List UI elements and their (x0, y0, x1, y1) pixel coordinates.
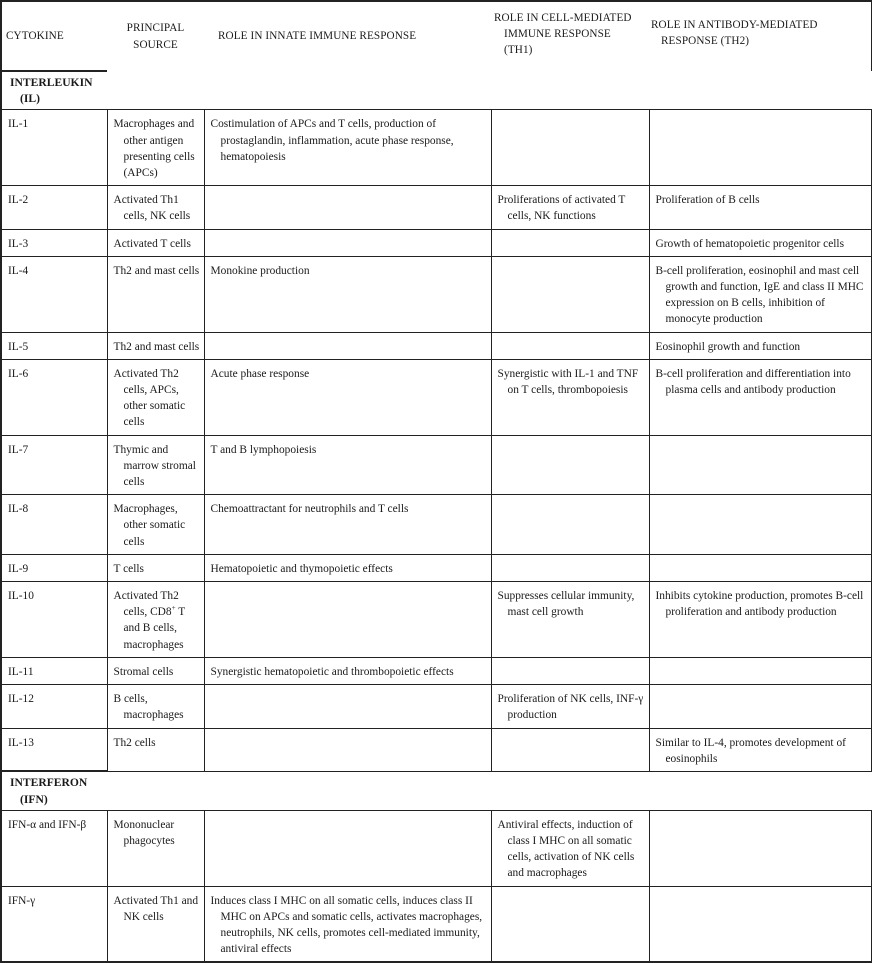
cell-cell-mediated-role: Antiviral effects, induction of class I MHC on all somatic cells, activation of NK cells and macrophages (491, 810, 649, 886)
cell-cytokine: IL-10 (1, 582, 107, 658)
cell-innate-role (204, 582, 491, 658)
cell-principal-source: B cells, macrophages (107, 685, 204, 728)
section-header-row (1, 771, 872, 810)
cell-innate-role (204, 810, 491, 886)
column-header-innate-role: ROLE IN INNATE IMMUNE RESPONSE (204, 1, 491, 71)
cell-principal-source (107, 582, 204, 658)
cell-cell-mediated-role (491, 256, 649, 332)
cell-innate-role (204, 685, 491, 728)
cell-innate-role: Monokine production (204, 256, 491, 332)
cell-cytokine: IL-8 (1, 495, 107, 555)
cell-principal-source: Stromal cells (107, 657, 204, 684)
table-row (1, 657, 872, 684)
cell-principal-source: Th2 and mast cells (107, 256, 204, 332)
column-header-cell-mediated-role: ROLE IN CELL-MEDIATED IMMUNE RESPONSE (TH1) (491, 1, 649, 71)
column-header-cytokine: CYTOKINE (1, 1, 107, 71)
cell-antibody-mediated-role (649, 554, 872, 581)
table-row (1, 495, 872, 555)
cell-cytokine: IFN-γ (1, 886, 107, 962)
cell-principal-source: Activated Th1 cells, NK cells (107, 186, 204, 229)
cell-principal-source: T cells (107, 554, 204, 581)
cell-antibody-mediated-role: Similar to IL-4, promotes development of eosinophils (649, 728, 872, 771)
cell-cytokine: IL-3 (1, 229, 107, 256)
table-row (1, 810, 872, 886)
cell-innate-role (204, 229, 491, 256)
cell-cytokine: IL-2 (1, 186, 107, 229)
section-header-row (1, 71, 872, 110)
section-title-line2: (IL) (20, 92, 40, 106)
column-header-principal-source: PRINCIPAL SOURCE (107, 1, 204, 71)
header-row (1, 1, 872, 71)
section-title-line1: INTERLEUKIN (10, 76, 93, 89)
cell-cell-mediated-role (491, 657, 649, 684)
cell-cytokine: IL-1 (1, 110, 107, 186)
table-row (1, 332, 872, 359)
cell-innate-role: Acute phase response (204, 359, 491, 435)
table-row (1, 229, 872, 256)
table-row (1, 582, 872, 658)
table-row (1, 110, 872, 186)
source-text: T and B cells, macrophages (123, 606, 185, 651)
cell-cytokine: IL-9 (1, 554, 107, 581)
cell-cell-mediated-role (491, 495, 649, 555)
cell-innate-role: T and B lymphopoiesis (204, 435, 491, 495)
cell-innate-role: Chemoattractant for neutrophils and T cells (204, 495, 491, 555)
cell-cytokine: IL-13 (1, 728, 107, 771)
table-row (1, 186, 872, 229)
cell-cell-mediated-role (491, 229, 649, 256)
cell-cytokine: IL-7 (1, 435, 107, 495)
cell-cytokine: IL-4 (1, 256, 107, 332)
section-title (1, 71, 107, 110)
cell-antibody-mediated-role: Proliferation of B cells (649, 186, 872, 229)
cell-cell-mediated-role: Proliferations of activated T cells, NK functions (491, 186, 649, 229)
table-row (1, 685, 872, 728)
cell-innate-role: Hematopoietic and thymopoietic effects (204, 554, 491, 581)
cell-cytokine: IL-6 (1, 359, 107, 435)
source-text: Activated Th2 cells, CD8 (113, 590, 179, 619)
cell-innate-role: Costimulation of APCs and T cells, production of prostaglandin, inflammation, acute phase response, hematopoiesis (204, 110, 491, 186)
table-row (1, 359, 872, 435)
cell-antibody-mediated-role: B-cell proliferation, eosinophil and mast cell growth and function, IgE and class II MHC expression on B cells, inhibition of monocyte production (649, 256, 872, 332)
cell-principal-source: Activated Th1 and NK cells (107, 886, 204, 962)
cell-principal-source: Th2 and mast cells (107, 332, 204, 359)
cell-antibody-mediated-role (649, 110, 872, 186)
section-filler (107, 771, 872, 810)
table-row (1, 256, 872, 332)
section-title (1, 771, 107, 810)
cell-cell-mediated-role (491, 435, 649, 495)
section-filler (107, 71, 872, 110)
table-row (1, 435, 872, 495)
cell-principal-source: Activated Th2 cells, APCs, other somatic cells (107, 359, 204, 435)
cell-cell-mediated-role (491, 728, 649, 771)
cell-innate-role (204, 728, 491, 771)
cell-principal-source: Th2 cells (107, 728, 204, 771)
cell-innate-role: Induces class I MHC on all somatic cells, induces class II MHC on APCs and somatic cells, activates macrophages, neutrophils, NK cells, promotes cell-mediated immunity, antiviral effects (204, 886, 491, 962)
cell-antibody-mediated-role (649, 685, 872, 728)
cell-antibody-mediated-role (649, 810, 872, 886)
cell-cell-mediated-role: Suppresses cellular immunity, mast cell growth (491, 582, 649, 658)
cell-antibody-mediated-role (649, 886, 872, 962)
cell-principal-source: Macrophages and other antigen presenting cells (APCs) (107, 110, 204, 186)
cell-cytokine: IL-12 (1, 685, 107, 728)
section-title-line1: INTERFERON (10, 776, 88, 790)
cell-innate-role (204, 332, 491, 359)
cell-innate-role (204, 186, 491, 229)
cell-antibody-mediated-role (649, 657, 872, 684)
cell-principal-source: Activated T cells (107, 229, 204, 256)
cell-cell-mediated-role: Proliferation of NK cells, INF-γ production (491, 685, 649, 728)
table-row (1, 886, 872, 962)
cell-principal-source: Mononuclear phagocytes (107, 810, 204, 886)
cell-antibody-mediated-role: Growth of hematopoietic progenitor cells (649, 229, 872, 256)
cell-antibody-mediated-role (649, 495, 872, 555)
cell-cell-mediated-role (491, 886, 649, 962)
cell-antibody-mediated-role: B-cell proliferation and differentiation into plasma cells and antibody production (649, 359, 872, 435)
cell-principal-source: Thymic and marrow stromal cells (107, 435, 204, 495)
cell-cell-mediated-role (491, 554, 649, 581)
superscript: + (171, 604, 176, 613)
cell-antibody-mediated-role: Eosinophil growth and function (649, 332, 872, 359)
cell-cytokine: IFN-α and IFN-β (1, 810, 107, 886)
cell-principal-source: Macrophages, other somatic cells (107, 495, 204, 555)
cell-cell-mediated-role: Synergistic with IL-1 and TNF on T cells, thrombopoiesis (491, 359, 649, 435)
cell-antibody-mediated-role (649, 435, 872, 495)
cell-innate-role: Synergistic hematopoietic and thrombopoietic effects (204, 657, 491, 684)
table-row (1, 728, 872, 771)
section-title-line2: (IFN) (20, 792, 48, 806)
cell-cell-mediated-role (491, 110, 649, 186)
cell-cytokine: IL-11 (1, 657, 107, 684)
cell-antibody-mediated-role: Inhibits cytokine production, promotes B-cell proliferation and antibody production (649, 582, 872, 658)
column-header-antibody-mediated-role: ROLE IN ANTIBODY-MEDIATED RESPONSE (TH2) (649, 1, 872, 71)
cell-cytokine: IL-5 (1, 332, 107, 359)
table-row (1, 554, 872, 581)
cell-cell-mediated-role (491, 332, 649, 359)
